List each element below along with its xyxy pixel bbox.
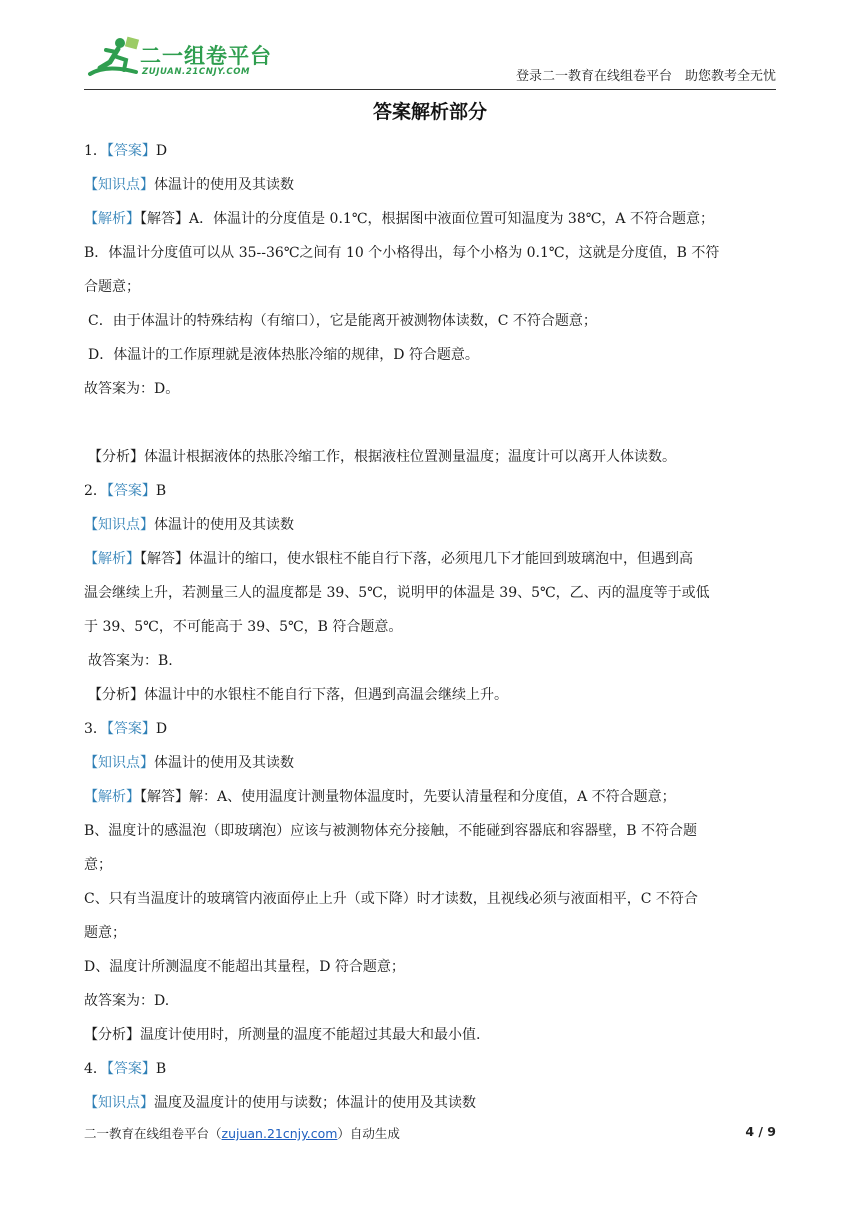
- q3-answer: D: [155, 721, 168, 737]
- q2-number: 2．: [84, 483, 107, 499]
- page-number: 4 / 9: [745, 1124, 776, 1139]
- footer-prefix: 二一教育在线组卷平台（: [84, 1126, 222, 1141]
- q3-knowledge: 体温计的使用及其读数: [154, 755, 294, 771]
- logo-subtitle: ZUJUAN.21CNJY.COM: [142, 67, 251, 77]
- q2-explanation-text: 于 39、5℃，不可能高于 39、5℃，B 符合题意。: [84, 619, 403, 635]
- q3-answer-tag: 【答案】: [106, 721, 156, 737]
- blank-line: [84, 408, 776, 442]
- q3-explanation-text: D、温度计所测温度不能超出其量程，D 符合题意；: [84, 959, 405, 975]
- q3-explanation-text: 意；: [84, 857, 112, 873]
- q4-knowledge-line: [84, 1088, 776, 1122]
- q1-analysis: 【分析】体温计根据液体的热胀冷缩工作，根据液柱位置测量温度；温度计可以离开人体读数。: [88, 449, 676, 465]
- q1-final-answer: 故答案为：D。: [84, 381, 180, 397]
- header-slogan: 登录二一教育在线组卷平台 助您教考全无忧: [515, 69, 776, 84]
- q1-answer: D: [155, 143, 168, 159]
- logo-text: 二一组卷平台: [140, 44, 272, 68]
- runner-logo-icon: [84, 34, 144, 84]
- q4-answer-line: [84, 1054, 776, 1088]
- q1-number: 1．: [84, 143, 107, 159]
- q1-explanation-text: D．体温计的工作原理就是液体热胀冷缩的规律，D 符合题意。: [88, 347, 479, 363]
- q4-answer-tag: 【答案】: [106, 1061, 156, 1077]
- q1-knowledge-tag: 【知识点】: [84, 177, 154, 193]
- q3-explanation-text: 【解答】解：A、使用温度计测量物体温度时，先要认清量程和分度值，A 不符合题意；: [140, 789, 676, 805]
- q2-explanation-tag: 【解析】: [84, 551, 140, 567]
- footer-site-link[interactable]: zujuan.21cnjy.com: [221, 1126, 338, 1141]
- site-logo[interactable]: [84, 34, 284, 84]
- q2-answer-line: [84, 476, 776, 510]
- q2-knowledge-line: [84, 510, 776, 544]
- q4-number: 4．: [84, 1061, 107, 1077]
- page-header: [84, 34, 776, 94]
- q4-answer: B: [155, 1061, 167, 1077]
- q3-knowledge-line: [84, 748, 776, 782]
- q3-knowledge-tag: 【知识点】: [84, 755, 154, 771]
- page-footer: [84, 1124, 776, 1148]
- header-divider: [84, 89, 776, 90]
- q3-explanation-text: C、只有当温度计的玻璃管内液面停止上升（或下降）时才读数，且视线必须与液面相平，C 不符合: [84, 891, 698, 907]
- q1-answer-tag: 【答案】: [106, 143, 156, 159]
- q1-explanation-text: 合题意；: [84, 279, 140, 295]
- answer-content: [84, 136, 776, 1122]
- q1-answer-line: [84, 136, 776, 170]
- q3-explanation-text: 题意；: [84, 925, 126, 941]
- q1-explanation-text: C．由于体温计的特殊结构（有缩口），它是能离开被测物体读数，C 不符合题意；: [88, 313, 597, 329]
- q1-explanation-text: 【解答】A．体温计的分度值是 0.1℃，根据图中液面位置可知温度为 38℃，A 不符合题意；: [140, 211, 714, 227]
- q3-explanation-line: [84, 782, 776, 816]
- q4-knowledge: 温度及温度计的使用与读数；体温计的使用及其读数: [154, 1095, 476, 1111]
- q2-analysis: 【分析】体温计中的水银柱不能自行下落，但遇到高温会继续上升。: [88, 687, 508, 703]
- q1-explanation-text: B．体温计分度值可以从 35--36℃之间有 10 个小格得出，每个小格为 0.1℃，这就是分度值，B 不符: [84, 245, 720, 261]
- q2-explanation-text: 温会继续上升，若测量三人的温度都是 39、5℃，说明甲的体温是 39、5℃，乙、丙的温度等于或低: [84, 585, 710, 601]
- footer-credit: [84, 1124, 400, 1142]
- q3-explanation-tag: 【解析】: [84, 789, 140, 805]
- q2-answer-tag: 【答案】: [106, 483, 156, 499]
- q3-number: 3．: [84, 721, 107, 737]
- q2-knowledge: 体温计的使用及其读数: [154, 517, 294, 533]
- q2-answer: B: [155, 483, 167, 499]
- q3-final-answer: 故答案为：D.: [84, 993, 170, 1009]
- page-title: 答案解析部分: [372, 101, 487, 123]
- q2-knowledge-tag: 【知识点】: [84, 517, 154, 533]
- q1-explanation-line: [84, 204, 776, 238]
- footer-suffix: ）自动生成: [337, 1126, 400, 1141]
- q1-knowledge: 体温计的使用及其读数: [154, 177, 294, 193]
- q3-explanation-text: B、温度计的感温泡（即玻璃泡）应该与被测物体充分接触，不能碰到容器底和容器壁，B 不符合题: [84, 823, 698, 839]
- q4-knowledge-tag: 【知识点】: [84, 1095, 154, 1111]
- q3-answer-line: [84, 714, 776, 748]
- q3-analysis: 【分析】温度计使用时，所测量的温度不能超过其最大和最小值.: [84, 1027, 481, 1043]
- q2-final-answer: 故答案为：B.: [88, 653, 173, 669]
- q2-explanation-text: 【解答】体温计的缩口，使水银柱不能自行下落，必须甩几下才能回到玻璃泡中，但遇到高: [140, 551, 693, 567]
- q1-knowledge-line: [84, 170, 776, 204]
- q2-explanation-line: [84, 544, 776, 578]
- q1-explanation-tag: 【解析】: [84, 211, 140, 227]
